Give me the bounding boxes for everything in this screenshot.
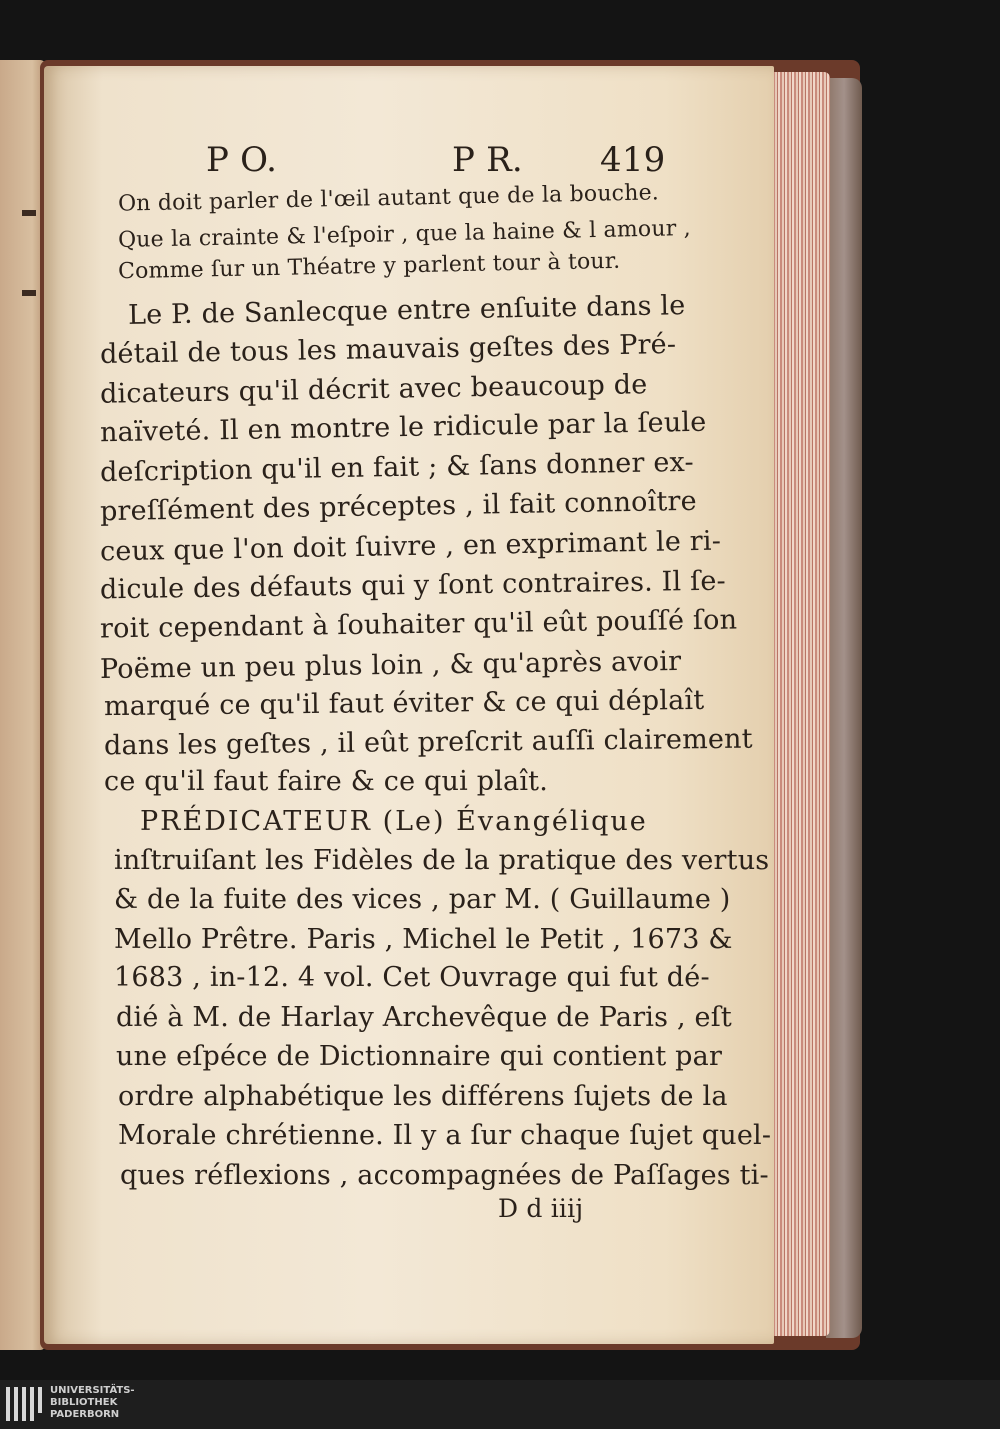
body-line: une eſpéce de Dictionnaire qui contient par xyxy=(116,1041,723,1072)
signature-mark: D d iiij xyxy=(498,1194,584,1223)
quote-line: Comme ſur un Théatre y parlent tour à tour. xyxy=(117,248,621,285)
body-line: deſcription qu'il en fait ; & ſans donner ex- xyxy=(99,446,695,489)
body-line: ceux que l'on doit ſuivre , en exprimant le ri- xyxy=(99,525,722,568)
logo-line: BIBLIOTHEK xyxy=(50,1397,118,1408)
body-line: inſtruiſant les Fidèles de la pratique des vertus xyxy=(114,845,770,876)
body-line: Morale chrétienne. Il y a ſur chaque ſujet quel- xyxy=(118,1120,772,1151)
quote-line: Que la crainte & l'eſpoir , que la haine & l amour , xyxy=(117,216,692,253)
running-head-center: P R. xyxy=(452,140,523,180)
body-line: détail de tous les mauvais geſtes des Pré- xyxy=(99,328,677,371)
logo-line: UNIVERSITÄTS- xyxy=(50,1385,135,1396)
logo-line: PADERBORN xyxy=(50,1409,120,1420)
body-line: ques réflexions , accompagnées de Paſſages ti- xyxy=(120,1160,769,1191)
library-logo-text xyxy=(50,1385,135,1421)
body-line: Le P. de Sanlecque entre enſuite dans le xyxy=(127,290,686,331)
body-line: Mello Prêtre. Paris , Michel le Petit , 1673 & xyxy=(114,924,733,955)
body-line: Poëme un peu plus loin , & qu'après avoir xyxy=(99,645,682,686)
page-number: 419 xyxy=(600,140,666,180)
body-line: dicule des défauts qui y ſont contraires. Il ſe- xyxy=(99,565,727,606)
body-line: dié à M. de Harlay Archevêque de Paris , eſt xyxy=(116,1002,732,1033)
body-line: roit cependant à ſouhaiter qu'il eût pouſſé ſon xyxy=(99,604,738,645)
body-line: preſſément des préceptes , il fait connoître xyxy=(99,485,698,528)
library-logo-icon xyxy=(6,1387,42,1421)
body-line: & de la fuite des vices , par M. ( Guillaume ) xyxy=(114,884,731,915)
body-line: dans les geſtes , il eût preſcrit auſſi clairement xyxy=(103,723,753,762)
quote-line: On doit parler de l'œil autant que de la bouche. xyxy=(117,180,660,217)
running-head-left: P O. xyxy=(206,140,278,180)
entry-heading: PRÉDICATEUR (Le) Évangélique xyxy=(140,806,648,837)
body-line: naïveté. Il en montre le ridicule par la ſeule xyxy=(99,406,707,449)
library-footer xyxy=(0,1380,1000,1429)
body-line: marqué ce qu'il faut éviter & ce qui déplaît xyxy=(103,684,705,723)
body-line: dicateurs qu'il décrit avec beaucoup de xyxy=(99,369,648,410)
body-line: 1683 , in-12. 4 vol. Cet Ouvrage qui fut dé- xyxy=(114,962,710,993)
body-line: ordre alphabétique les différens ſujets de la xyxy=(118,1081,728,1112)
body-line: ce qu'il faut faire & ce qui plaît. xyxy=(104,766,549,797)
